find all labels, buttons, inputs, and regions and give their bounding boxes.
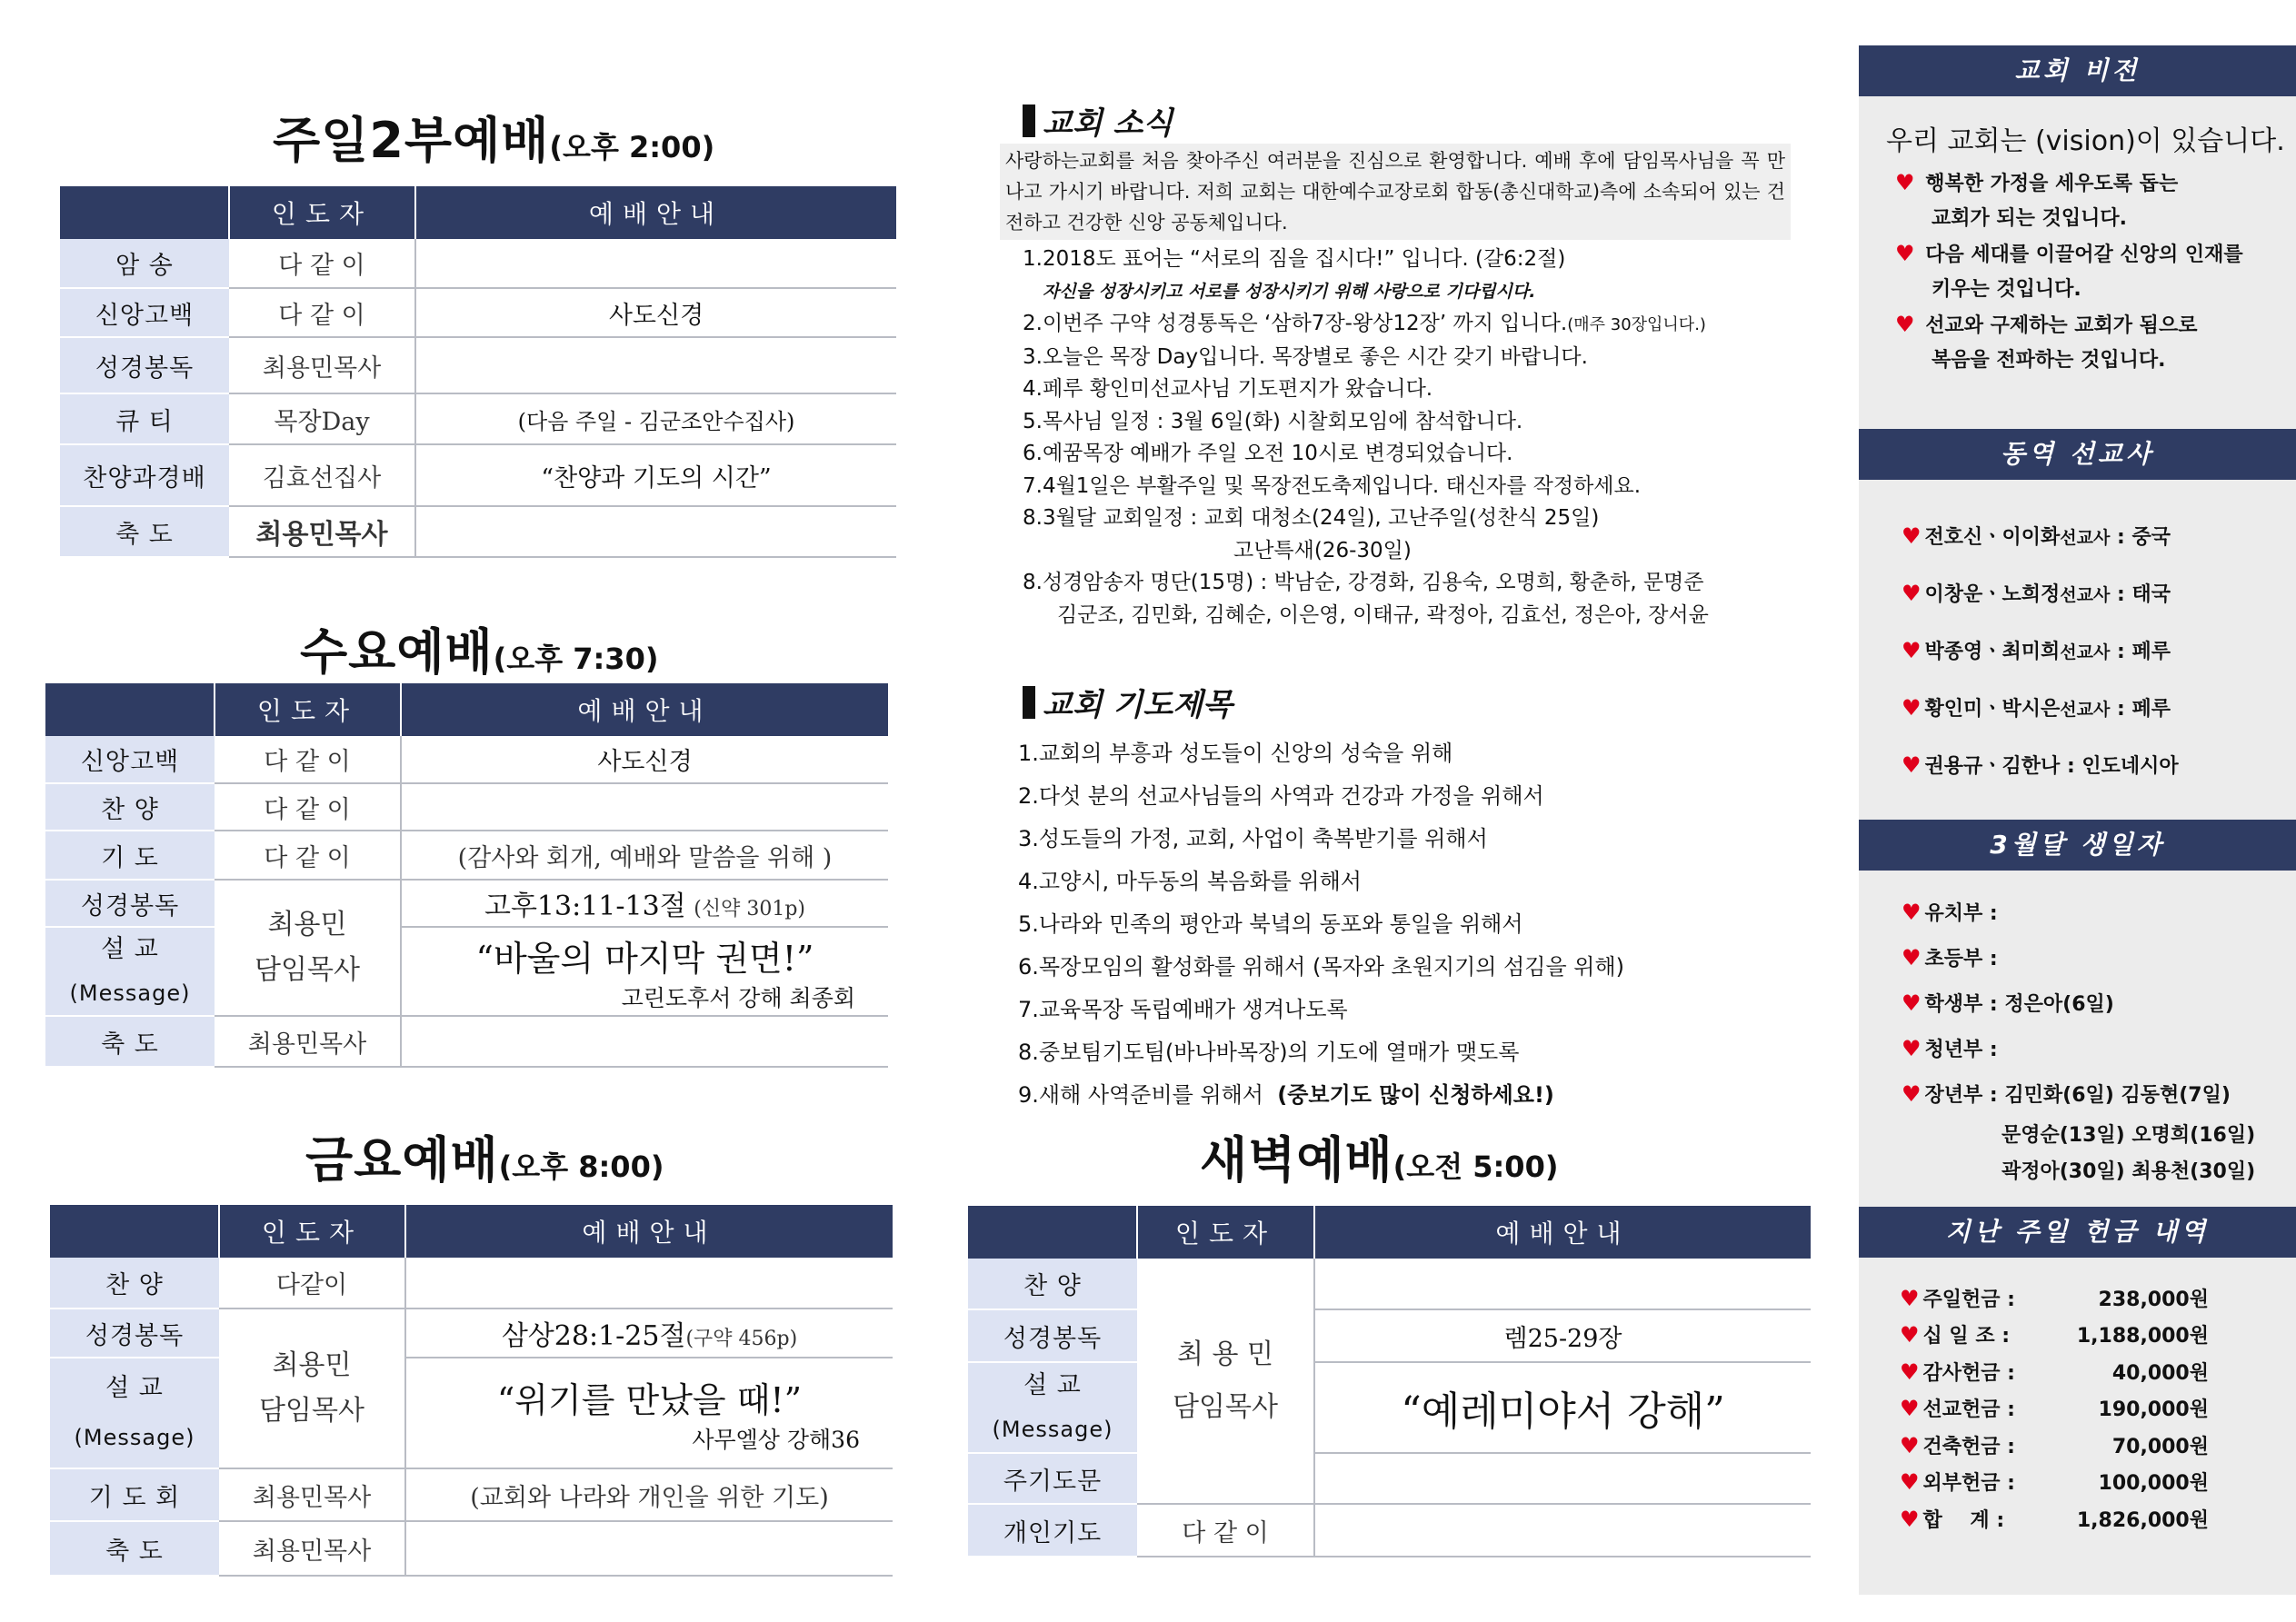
- table-row: 성경봉독 최용민목사: [60, 337, 896, 393]
- merged-leader: 최 용 민 담임목사: [1137, 1259, 1314, 1504]
- heart-icon: ♥: [1902, 695, 1922, 721]
- list-item: ♥ 장년부 : 김민화(6일) 김동현(7일): [1902, 1081, 2231, 1107]
- merged-leader: 최용민 담임목사: [219, 1309, 405, 1468]
- list-item: 6.목장모임의 활성화를 위해서 (목자와 초원지기의 섬김을 위해): [1018, 954, 1624, 980]
- list-item: 3.오늘은 목장 Day입니다. 목장별로 좋은 시간 갖기 바랍니다.: [1023, 344, 1588, 369]
- list-item: 2.다섯 분의 선교사님들의 사역과 건강과 가정을 위해서: [1018, 783, 1544, 809]
- list-item: ♥ 이창운ㆍ노희정선교사 : 태국: [1902, 581, 2171, 606]
- table-row: 기 도 다 같 이 (감사와 회개, 예배와 말씀을 위해 ): [45, 831, 888, 880]
- heart-icon: ♥: [1902, 1081, 1922, 1107]
- news-heading: 교회 소식: [1023, 98, 1173, 143]
- heart-icon: ♥: [1900, 1358, 1920, 1385]
- table-header: 인도자 예배안내: [60, 186, 896, 239]
- table-row: 기 도 회 최용민목사 (교회와 나라와 개인을 위한 기도): [50, 1468, 893, 1521]
- heart-icon: ♥: [1902, 990, 1922, 1016]
- news-list: [1023, 244, 1804, 632]
- vision-block: 우리 교회는 (vision)이 있습니다. ♥ 행복한 가정을 세우도록 돕는 교회가 되는 것입니다. ♥ 다음 세대를 이끌어갈 신앙의 인재를 키우는 것입니다. ♥ 선교와 구제하는 교회가 됨으로 복음을 전파하는 것입니다.: [1859, 118, 2296, 378]
- table-row: 설 교 (Message) “위기를 만났을 때!” 사무엘상 강해36: [50, 1358, 893, 1468]
- list-item: 6.예꿈목장 예배가 주일 오전 10시로 변경되었습니다.: [1023, 442, 1513, 465]
- table-row: 찬양과경배 김효선집사 “찬양과 기도의 시간”: [60, 444, 896, 506]
- table-row: 큐 티 목장Day (다음 주일 - 김군조안수집사): [60, 393, 896, 444]
- table-row: 성경봉독 최용민 담임목사 삼상28:1-25절(구약 456p): [50, 1309, 893, 1358]
- table-row: ♥ 합 계 : 1,826,000원: [1900, 1506, 2209, 1532]
- heart-icon: ♥: [1900, 1432, 1920, 1458]
- list-item: 9.새해 사역준비를 위해서 (중보기도 많이 신청하세요!): [1018, 1082, 1554, 1108]
- list-item: 자신을 성장시키고 서로를 성장시키기 위해 사랑으로 기다립시다.: [1043, 281, 1536, 302]
- list-item: 8.3월달 교회일정 : 교회 대청소(24일), 고난주일(성찬식 25일): [1023, 506, 1600, 530]
- list-item: ♥ 전호신ㆍ이이화선교사 : 중국: [1902, 523, 2171, 549]
- sidebar: [1859, 45, 2296, 1595]
- table-row: 암 송 다 같 이: [60, 239, 896, 288]
- missionaries-block: [1859, 509, 2296, 794]
- heart-icon: ♥: [1900, 1469, 1920, 1496]
- table-row: ♥ 감사헌금 : 40,000원: [1900, 1358, 2209, 1385]
- table-row: 설 교 (Message) “예레미야서 강해”: [968, 1362, 1811, 1453]
- merged-leader: 최용민 담임목사: [215, 880, 401, 1016]
- table-row: 축 도 최용민목사: [50, 1521, 893, 1576]
- list-item: 4.페루 황인미선교사님 기도편지가 왔습니다.: [1023, 377, 1433, 401]
- list-item: ♥ 학생부 : 정은아(6일): [1902, 990, 2114, 1016]
- table-header: 인도자 예배안내: [50, 1205, 893, 1258]
- birthdays-block: ♥ 유치부 : ♥ 초등부 : ♥ 학생부 : 정은아(6일) ♥ 청년부 : ♥ 장년부 : 김민화(6일) 김동현(7일) 문영순(13일) 오명희(16일) 곽정아(30일) 최용천(30일): [1859, 891, 2296, 1190]
- table-header: 인도자 예배안내: [45, 683, 888, 736]
- table-row: 개인기도 다 같 이: [968, 1504, 1811, 1557]
- table-row: ♥ 주일헌금 : 238,000원: [1900, 1285, 2209, 1311]
- table-row: ♥ 십 일 조 : 1,188,000원: [1900, 1322, 2209, 1348]
- table-row: ♥ 선교헌금 : 190,000원: [1900, 1396, 2209, 1422]
- table-row: 성경봉독 최용민 담임목사 고후13:11-13절 (신약 301p): [45, 880, 888, 927]
- list-item: 2.이번주 구약 성경통독은 ‘삼하7장-왕상12장’ 까지 입니다.(매주 30장입니다.): [1023, 312, 1706, 335]
- heart-icon: ♥: [1902, 638, 1922, 663]
- table-row: 찬 양 최 용 민 담임목사: [968, 1259, 1811, 1309]
- table-row: 신앙고백 다 같 이 사도신경: [45, 736, 888, 783]
- heart-icon: ♥: [1902, 523, 1922, 549]
- heart-icon: ♥: [1900, 1396, 1920, 1422]
- list-item: 1.교회의 부흥과 성도들이 신앙의 성숙을 위해: [1018, 741, 1453, 766]
- list-item: 7.교육목장 독립예배가 생겨나도록: [1018, 997, 1348, 1022]
- list-item: 4.고양시, 마두동의 복음화를 위해서: [1018, 869, 1362, 894]
- sunday2-title: 주일2부예배(오후 2:00): [273, 112, 715, 169]
- table-row: ♥ 건축헌금 : 70,000원: [1900, 1432, 2209, 1458]
- list-item: 3.성도들의 가정, 교회, 사업이 축복받기를 위해서: [1018, 826, 1488, 851]
- offering-heading: 지난 주일 헌금 내역: [1859, 1207, 2296, 1258]
- friday-title: 금요예배(오후 8:00): [305, 1131, 664, 1189]
- missionaries-heading: 동역 선교사: [1859, 429, 2296, 480]
- list-item: 8.성경암송자 명단(15명) : 박남순, 강경화, 김용숙, 오명희, 황춘하, 문명준: [1023, 571, 1704, 594]
- table-row: 찬 양 다 같 이: [45, 783, 888, 831]
- vision-heading: 교회 비전: [1859, 45, 2296, 96]
- list-item: ♥ 권용규ㆍ김한나 : 인도네시아: [1902, 752, 2179, 778]
- birthdays-heading: 3월달 생일자: [1859, 820, 2296, 871]
- heart-icon: ♥: [1900, 1506, 1920, 1532]
- list-item: 8.중보팀기도팀(바나바목장)의 기도에 열매가 맺도록: [1018, 1040, 1520, 1065]
- list-item: 5.나라와 민족의 평안과 북녘의 동포와 통일을 위해서: [1018, 911, 1523, 937]
- table-row: ♥ 외부헌금 : 100,000원: [1900, 1469, 2209, 1496]
- table-header: 인도자 예배안내: [968, 1206, 1811, 1259]
- table-row: 주기도문: [968, 1453, 1811, 1504]
- heart-icon: ♥: [1902, 752, 1922, 778]
- list-item: 고난특새(26-30일): [1233, 538, 1412, 562]
- table-row: 신앙고백 다 같 이 사도신경: [60, 288, 896, 337]
- dawn-title: 새벽예배(오전 5:00): [1200, 1131, 1559, 1189]
- heart-icon: ♥: [1895, 241, 1915, 266]
- list-item: 김군조, 김민화, 김혜순, 이은영, 이태규, 곽정아, 김효선, 정은아, 장서윤: [1057, 602, 1709, 627]
- list-item: ♥ 박종영ㆍ최미희선교사 : 페루: [1902, 638, 2171, 663]
- list-item: 5.목사님 일정 : 3월 6일(화) 시찰회모임에 참석합니다.: [1023, 409, 1523, 433]
- news-intro: 사랑하는교회를 처음 찾아주신 여러분을 진심으로 환영합니다. 예배 후에 담임목사님을 꼭 만나고 가시기 바랍니다. 저희 교회는 대한예수교장로회 합동(총신대학교)측에 소속되어 있는 건전하고 건강한 신앙 공동체입니다.: [1000, 144, 1791, 240]
- prayer-list: [1018, 732, 1818, 1117]
- table-row: 찬 양 다같이: [50, 1258, 893, 1309]
- dawn-table: [968, 1206, 1811, 1557]
- list-item: ♥ 유치부 :: [1902, 900, 1998, 925]
- table-row: 축 도 최용민목사: [60, 506, 896, 557]
- table-row: 설 교 (Message) “바울의 마지막 권면!” 고린도후서 강해 최종회: [45, 927, 888, 1016]
- list-item: 7.4월1일은 부활주일 및 목장전도축제입니다. 태신자를 작정하세요.: [1023, 473, 1642, 498]
- offering-block: [1859, 1279, 2296, 1537]
- heart-icon: ♥: [1895, 312, 1915, 337]
- sunday2-table: [60, 186, 896, 558]
- heart-icon: ♥: [1900, 1285, 1920, 1311]
- list-item: ♥ 행복한 가정을 세우도록 돕는 교회가 되는 것입니다. ♥ 다음 세대를 이끌어갈 신앙의 인재를 키우는 것입니다. ♥ 선교와 구제하는 교회가 됨으로 복음을 전파하는 것입니다.: [1895, 170, 2243, 372]
- list-item: ♥ 황인미ㆍ박시은선교사 : 페루: [1902, 695, 2171, 721]
- friday-table: [50, 1205, 893, 1577]
- list-item: 1.2018도 표어는 “서로의 짐을 집시다!” 입니다. (갈6:2절): [1023, 247, 1566, 271]
- table-row: 축 도 최용민목사: [45, 1016, 888, 1067]
- heart-icon: ♥: [1900, 1322, 1920, 1348]
- heart-icon: ♥: [1902, 900, 1922, 925]
- list-item: ♥ 초등부 :: [1902, 945, 1998, 970]
- heart-icon: ♥: [1902, 945, 1922, 970]
- heart-icon: ♥: [1895, 170, 1915, 195]
- heart-icon: ♥: [1902, 1036, 1922, 1061]
- heart-icon: ♥: [1902, 581, 1922, 606]
- wednesday-title: 수요예배(오후 7:30): [300, 623, 659, 681]
- offering-table: [1900, 1279, 2209, 1537]
- table-row: 성경봉독 렘25-29장: [968, 1309, 1811, 1362]
- list-item: ♥ 청년부 :: [1902, 1036, 1998, 1061]
- prayer-heading: 교회 기도제목: [1023, 680, 1233, 724]
- wednesday-table: [45, 683, 888, 1068]
